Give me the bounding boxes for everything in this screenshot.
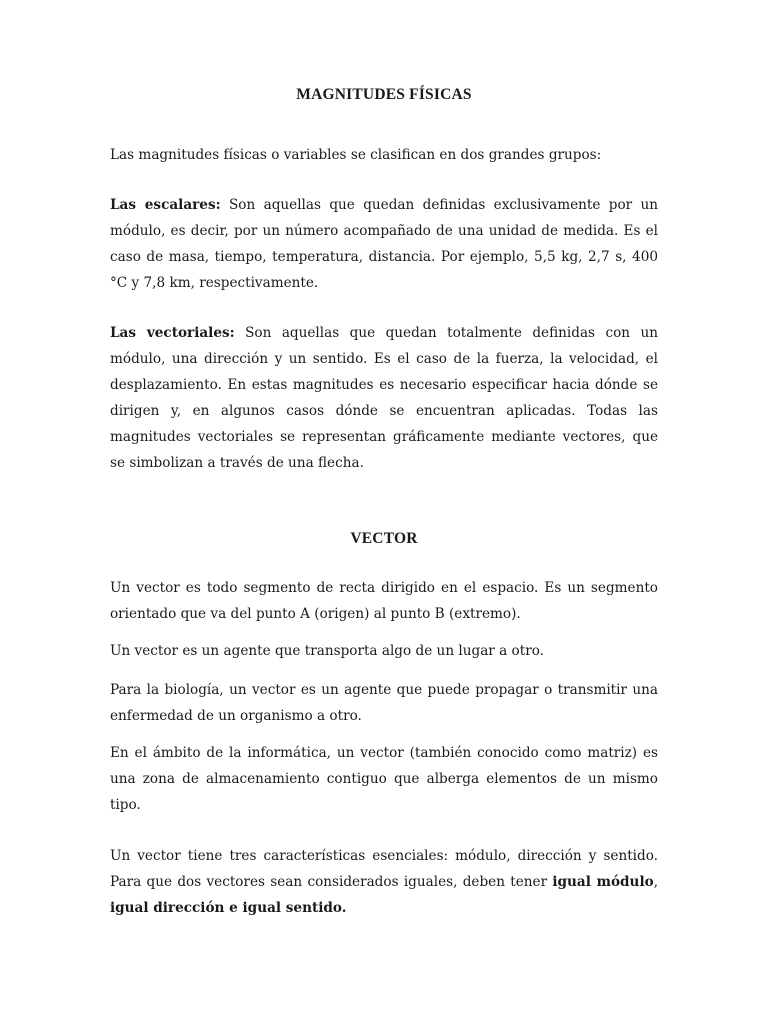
vectoriales-term: Las vectoriales: bbox=[110, 325, 235, 341]
vector-agent-paragraph: Un vector es un agente que transporta algo de un lugar a otro. bbox=[110, 643, 544, 659]
page-title: MAGNITUDES FÍSICAS bbox=[296, 86, 472, 103]
vector-definition-paragraph: Un vector es todo segmento de recta dirigido en el espacio. Es un segmento orientado que va del punto A (origen) al punto B (extremo). bbox=[110, 580, 658, 622]
characteristics-text: Un vector tiene tres características esenciales: módulo, dirección y sentido. Para que dos vectores sean considerados iguales, deben tener bbox=[110, 848, 658, 890]
vector-characteristics-paragraph bbox=[110, 843, 658, 921]
vectoriales-paragraph bbox=[110, 320, 658, 476]
vector-informatics-paragraph: En el ámbito de la informática, un vector (también conocido como matriz) es una zona de almacenamiento contiguo que alberga elementos de un mismo tipo. bbox=[110, 745, 658, 813]
escalares-paragraph bbox=[110, 192, 658, 296]
section-title-vector: VECTOR bbox=[350, 530, 418, 547]
vector-biology-paragraph: Para la biología, un vector es un agente que puede propagar o transmitir una enfermedad de un organismo a otro. bbox=[110, 682, 658, 724]
escalares-text: Son aquellas que quedan definidas exclusivamente por un módulo, es decir, por un número acompañado de una unidad de medida. Es el caso de masa, tiempo, temperatura, distancia. Por ejemplo, 5,5 kg, 2,7 s, 400 °C y 7,8 km, respectivamente. bbox=[110, 197, 659, 291]
vectoriales-text: Son aquellas que quedan totalmente definidas con un módulo, una dirección y un sentido. Es el caso de la fuerza, la velocidad, el desplazamiento. En estas magnitudes es necesario especificar hacia dónde se dirigen y, en algunos casos dónde se encuentran aplicadas. Todas las magnitudes vectoriales se representan gráficamente mediante vectores, que se simbolizan a través de una flecha. bbox=[110, 325, 658, 471]
escalares-term: Las escalares: bbox=[110, 197, 221, 213]
characteristics-separator: , bbox=[653, 874, 659, 890]
characteristics-bold-modulo: igual módulo bbox=[552, 874, 654, 890]
characteristics-bold-direccion: igual dirección e igual sentido. bbox=[110, 900, 347, 916]
intro-paragraph: Las magnitudes físicas o variables se clasifican en dos grandes grupos: bbox=[110, 147, 602, 163]
